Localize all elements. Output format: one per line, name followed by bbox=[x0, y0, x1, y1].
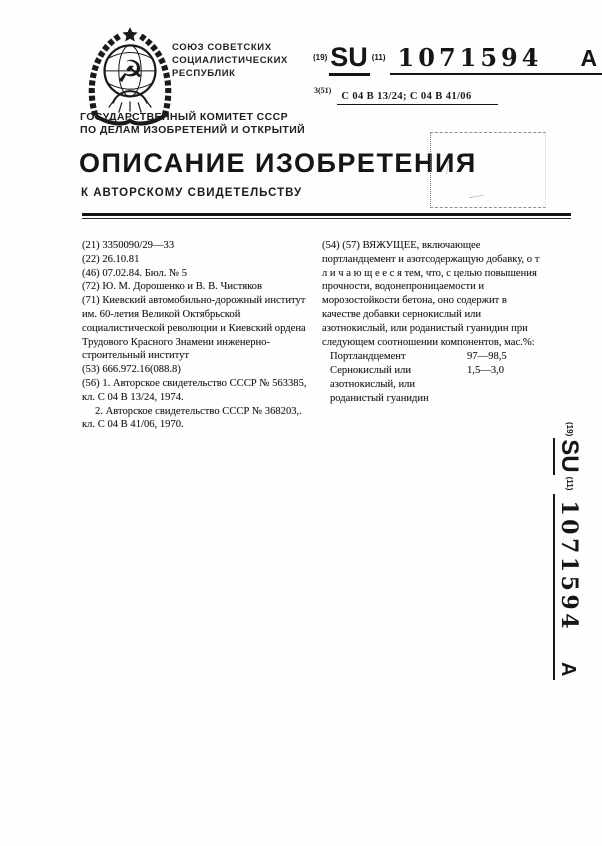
country-line: РЕСПУБЛИК bbox=[172, 68, 236, 79]
committee-line: ГОСУДАРСТВЕННЫЙ КОМИТЕТ СССР bbox=[80, 111, 289, 123]
component-name: Портландцемент bbox=[330, 351, 406, 363]
inid-code-19: (19) bbox=[313, 53, 328, 62]
country-name bbox=[172, 41, 288, 80]
biblio-row bbox=[82, 253, 309, 267]
stamp-smudge bbox=[446, 160, 459, 175]
abstract-text: ВЯЖУЩЕЕ, включающее портландцемент и азотсодержащую добавку, о т л и ч а ю щ е е с я тем, что, с целью повышения прочности, водонепроницаемости и морозостойкости бетона, оно содержит в качестве добавки сернокислый или азотнокислый, или роданистый гуанидин при следующем соотношении компонентов, мас.%: bbox=[322, 240, 540, 348]
biblio-inid-code: (46) bbox=[82, 267, 100, 279]
abstract-inid-codes: (54) (57) bbox=[322, 240, 360, 251]
biblio-row bbox=[82, 280, 309, 294]
biblio-row bbox=[82, 294, 309, 363]
inid-code-11: (11) bbox=[565, 476, 574, 491]
stamp-smudge bbox=[469, 191, 484, 198]
country-code: SU bbox=[329, 42, 370, 76]
biblio-text: 3350090/29—33 bbox=[102, 240, 175, 251]
abstract-column bbox=[322, 239, 544, 432]
component-range: 97—98,5 bbox=[467, 351, 507, 363]
committee-name bbox=[80, 111, 305, 136]
divider-rule-thick bbox=[82, 213, 571, 216]
biblio-text: Ю. М. Дорошенко и В. В. Чистяков bbox=[102, 281, 262, 293]
page-subtitle: К АВТОРСКОМУ СВИДЕТЕЛЬСТВУ bbox=[81, 187, 303, 199]
biblio-inid-code: (21) bbox=[82, 240, 100, 251]
doc-number: 1071594 bbox=[556, 500, 582, 633]
publication-number bbox=[313, 42, 602, 76]
biblio-text: Киевский автомобильно-дорожный институт им. 60-летия Великой Октябрьской социалистической революции и Киевский ордена Трудового Красного Знамени инженерно-строительный институт bbox=[82, 295, 306, 362]
biblio-row bbox=[82, 405, 309, 433]
biblio-inid-code: (53) bbox=[82, 364, 100, 376]
biblio-text: 666.972.16(088.8) bbox=[102, 364, 181, 376]
biblio-text: 2. Авторское свидетельство СССР № 368203,. кл. С 04 В 41/06, 1970. bbox=[82, 405, 302, 431]
inid-code-11: (11) bbox=[371, 53, 386, 62]
bibliographic-column bbox=[82, 239, 309, 432]
biblio-inid-code: (22) bbox=[82, 253, 100, 265]
biblio-text: 26.10.81 bbox=[102, 253, 140, 265]
country-code: SU bbox=[553, 438, 583, 474]
divider-rule-thin bbox=[82, 218, 571, 219]
biblio-row bbox=[82, 267, 309, 281]
composition-row bbox=[322, 364, 544, 405]
country-line: СОЮЗ СОВЕТСКИХ bbox=[172, 42, 272, 53]
country-line: СОЦИАЛИСТИЧЕСКИХ bbox=[172, 55, 288, 66]
biblio-text: 07.02.84. Бюл. № 5 bbox=[102, 267, 188, 279]
biblio-inid-code: (72) bbox=[82, 281, 100, 293]
biblio-text: 1. Авторское свидетельство СССР № 563385, кл. С 04 В 13/24, 1974. bbox=[82, 377, 307, 403]
doc-number-group bbox=[553, 494, 582, 680]
ipc-classification bbox=[314, 86, 498, 105]
composition-table bbox=[322, 350, 544, 405]
doc-number-group bbox=[390, 43, 602, 75]
biblio-row bbox=[82, 239, 309, 253]
inid-code-19: (19) bbox=[565, 422, 574, 437]
biblio-inid-code: (56) bbox=[82, 377, 100, 389]
component-name: Сернокислый или азотнокислый, или роданистый гуанидин bbox=[330, 365, 429, 404]
ipc-codes: С 04 В 13/24; С 04 В 41/06 bbox=[337, 91, 497, 105]
committee-line: ПО ДЕЛАМ ИЗОБРЕТЕНИЙ И ОТКРЫТИЙ bbox=[80, 123, 306, 136]
biblio-row bbox=[82, 363, 309, 377]
abstract-paragraph bbox=[322, 239, 544, 349]
biblio-row bbox=[82, 377, 309, 405]
biblio-inid-code: (71) bbox=[82, 295, 100, 307]
doc-number: 1071594 bbox=[397, 43, 543, 72]
page-title: ОПИСАНИЕ ИЗОБРЕТЕНИЯ bbox=[79, 148, 477, 178]
document-body bbox=[82, 239, 544, 432]
composition-row bbox=[322, 350, 544, 364]
component-range: 1,5—3,0 bbox=[467, 365, 505, 377]
svg-text:☭: ☭ bbox=[116, 55, 144, 91]
stamp-box bbox=[430, 132, 546, 208]
kind-code: A bbox=[557, 662, 579, 677]
inid-code-51: 3(51) bbox=[314, 86, 332, 95]
kind-code: A bbox=[580, 45, 598, 71]
